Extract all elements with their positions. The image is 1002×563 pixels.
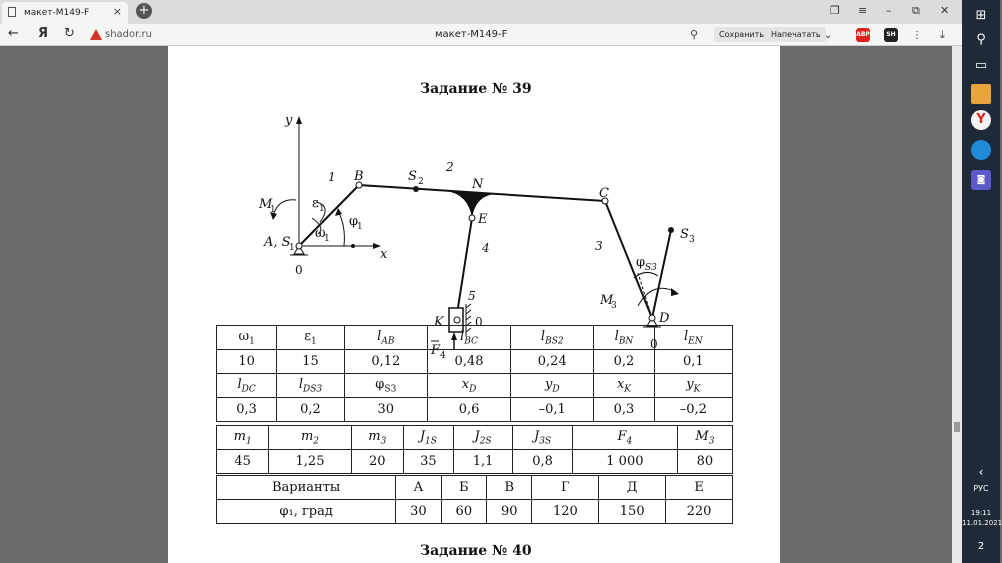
mass-value: 1 000 (572, 450, 677, 474)
variant-phi-value: 220 (666, 500, 733, 524)
browser-tab[interactable] (2, 2, 128, 24)
label-x: x (380, 247, 388, 262)
param-value: 0,24 (511, 350, 594, 374)
more-icon[interactable]: ⋮ (912, 30, 922, 41)
table-row (217, 450, 733, 474)
mass-value: 1,25 (269, 450, 351, 474)
param-header-subscript: BN (618, 336, 634, 347)
label-zero-K: 0 (475, 315, 483, 329)
table-row (217, 374, 733, 398)
param-header (217, 374, 277, 398)
mass-header (677, 426, 732, 450)
notification-icon[interactable] (971, 537, 991, 557)
back-icon[interactable]: ← (8, 26, 19, 41)
mass-value: 80 (677, 450, 732, 474)
param-value: 30 (344, 398, 427, 422)
label-M1: M (259, 197, 273, 212)
mass-header (217, 426, 269, 450)
label-phiS3: φ (636, 255, 646, 270)
menu-icon[interactable]: ≡ (858, 4, 868, 17)
param-header-subscript: 1 (310, 336, 317, 347)
camera-icon[interactable]: ◙ (971, 170, 991, 190)
label-phi1: φ (349, 214, 359, 229)
restore-icon[interactable]: ⧉ (912, 4, 920, 17)
label-link3: 3 (595, 239, 603, 253)
param-header-symbol: l (377, 328, 382, 344)
variants-label: Варианты (217, 476, 396, 500)
label-link1: 1 (328, 170, 336, 184)
mass-header-subscript: 1S (425, 436, 437, 447)
param-header (427, 326, 510, 350)
tab-title: макет-M149-F (24, 8, 90, 18)
label-link5: 5 (468, 289, 476, 303)
phi-label: φ₁, град (217, 500, 396, 524)
param-header (511, 326, 594, 350)
variant-phi-value: 90 (487, 500, 532, 524)
mass-header-subscript: 1 (245, 436, 252, 447)
param-header-subscript: BS2 (545, 336, 564, 347)
param-header-subscript: DC (241, 384, 256, 395)
param-header-subscript: 1 (249, 336, 255, 347)
label-link2: 2 (446, 160, 454, 174)
address-bar (0, 24, 962, 46)
param-header (217, 326, 277, 350)
mass-value: 35 (403, 450, 453, 474)
mass-header-subscript: 2 (313, 436, 320, 447)
viewport (0, 46, 962, 563)
variants-table (216, 475, 733, 524)
label-K: K (434, 315, 444, 330)
mass-header-subscript: 2S (479, 436, 492, 447)
param-header-symbol: l (460, 328, 465, 344)
extension-icon[interactable]: SH (884, 28, 898, 42)
variant-phi-value: 150 (599, 500, 666, 524)
mass-header (453, 426, 513, 450)
next-task-heading: Задание № 40 (420, 543, 532, 559)
param-header-subscript: K (693, 384, 701, 395)
param-header-symbol: l (237, 376, 242, 392)
table-row (217, 500, 733, 524)
param-header (511, 374, 594, 398)
label-omega1-sub: 1 (324, 234, 330, 244)
variant-name: Г (532, 476, 599, 500)
param-header (654, 326, 732, 350)
mass-value: 45 (217, 450, 269, 474)
edge-icon[interactable] (971, 140, 991, 160)
label-phiS3-sub: S3 (645, 263, 657, 273)
label-S3-sub: 3 (689, 235, 695, 245)
param-header-subscript: D (469, 384, 477, 395)
window-close-icon[interactable]: ✕ (940, 4, 950, 17)
label-omega1: ω (315, 226, 326, 241)
label-C: C (599, 186, 609, 201)
param-header-symbol: l (298, 376, 303, 392)
mass-header-symbol: m (300, 428, 314, 444)
mass-header-symbol: J (534, 428, 540, 444)
param-header (344, 374, 427, 398)
chevron-left-icon[interactable]: ‹ (978, 465, 984, 479)
variant-name: Б (441, 476, 486, 500)
parameters-table-top (216, 325, 733, 422)
param-value: 0,1 (654, 350, 732, 374)
language-indicator[interactable]: РУС (973, 484, 989, 493)
table-row (217, 350, 733, 374)
download-icon[interactable]: ⤓ (940, 28, 945, 41)
collections-icon[interactable]: ❐ (830, 4, 840, 17)
url-field[interactable]: shador.ru (105, 29, 152, 40)
windows-taskbar (962, 0, 1000, 563)
param-header (654, 374, 732, 398)
param-header-subscript: S3 (384, 384, 397, 395)
label-N: N (472, 177, 484, 192)
mass-header (513, 426, 573, 450)
label-A: A, S (264, 235, 291, 250)
scrollbar[interactable] (952, 46, 962, 563)
param-header-symbol: x (461, 376, 470, 392)
mass-value: 1,1 (453, 450, 513, 474)
task-view-icon[interactable]: ▭ (974, 58, 988, 73)
param-value: 15 (277, 350, 344, 374)
mass-header-subscript: 3S (539, 436, 552, 447)
param-header (594, 326, 654, 350)
file-explorer-icon[interactable] (971, 84, 991, 104)
variant-name: В (487, 476, 532, 500)
mass-header-symbol: F (617, 428, 627, 444)
mass-value: 0,8 (513, 450, 573, 474)
param-header-subscript: D (552, 384, 560, 395)
param-header-subscript: K (624, 384, 632, 395)
tab-bar (0, 0, 962, 24)
chevron-down-icon[interactable]: ⌄ (824, 30, 833, 41)
label-F4-sub: 4 (440, 351, 446, 361)
table-row (217, 476, 733, 500)
mass-header-subscript: 4 (626, 436, 633, 447)
param-header-subscript: DS3 (303, 384, 323, 395)
reload-icon[interactable]: ↻ (64, 26, 75, 41)
new-tab-button[interactable]: + (136, 3, 152, 19)
param-header-symbol: l (614, 328, 619, 344)
mass-header-symbol: m (368, 428, 381, 444)
document-page (168, 46, 780, 563)
param-header (277, 374, 344, 398)
mass-header (351, 426, 403, 450)
label-zero-A: 0 (295, 263, 303, 277)
close-icon[interactable]: × (112, 5, 122, 18)
mass-header-subscript: 3 (708, 436, 715, 447)
label-B: B (354, 169, 364, 184)
variant-phi-value: 60 (441, 500, 486, 524)
windows-start-icon[interactable]: ⊞ (975, 8, 987, 23)
param-value: 10 (217, 350, 277, 374)
yandex-icon[interactable]: Я (38, 26, 49, 41)
param-header-symbol: l (683, 328, 689, 344)
label-eps1: ε (312, 196, 319, 211)
param-header-subscript: BC (464, 336, 478, 347)
label-A-sub: 1 (289, 243, 295, 253)
param-header (344, 326, 427, 350)
table-row (217, 398, 733, 422)
variant-phi-value: 30 (396, 500, 441, 524)
mass-header (572, 426, 677, 450)
label-S3: S (680, 227, 689, 242)
label-M3-sub: 3 (611, 301, 617, 311)
label-M3: M (600, 293, 614, 308)
document-icon (8, 7, 16, 17)
yandex-browser-icon[interactable]: Y (971, 110, 991, 130)
clock-time[interactable]: 19:11 (970, 509, 992, 517)
label-E: E (478, 212, 488, 227)
param-value: 0,48 (427, 350, 510, 374)
mass-header (403, 426, 453, 450)
mass-header (269, 426, 351, 450)
label-S2-sub: 2 (418, 177, 424, 187)
label-link4: 4 (482, 241, 490, 255)
label-phi1-sub: 1 (357, 222, 363, 232)
table-row (217, 326, 733, 350)
param-value: 0,12 (344, 350, 427, 374)
search-icon[interactable]: ⚲ (976, 32, 986, 47)
page-title: макет-M149-F (435, 29, 508, 40)
task-heading: Задание № 39 (420, 81, 532, 97)
mass-header-symbol: J (474, 428, 480, 444)
variant-name: А (396, 476, 441, 500)
save-button[interactable]: Сохранить (714, 27, 769, 42)
param-value: 0,3 (594, 398, 654, 422)
mass-header-symbol: m (233, 428, 246, 444)
parameters-table-masses (216, 425, 733, 474)
warning-icon[interactable] (90, 29, 102, 40)
param-header-subscript: EN (688, 336, 703, 347)
param-header-symbol: φ (375, 376, 385, 392)
param-value: 0,2 (594, 350, 654, 374)
label-zero-D: 0 (650, 337, 658, 351)
adblock-icon[interactable]: ABP (856, 28, 870, 42)
param-value: –0,2 (654, 398, 732, 422)
table-row (217, 426, 733, 450)
param-value: –0,1 (511, 398, 594, 422)
label-eps1-sub: 1 (319, 204, 325, 214)
param-header (427, 374, 510, 398)
mass-header-subscript: 3 (380, 436, 387, 447)
param-header-symbol: ω (238, 328, 250, 344)
variant-name: Д (599, 476, 666, 500)
param-header-symbol: l (540, 328, 546, 344)
mass-header-symbol: M (695, 428, 709, 444)
param-value: 0,2 (277, 398, 344, 422)
param-header-symbol: ε (304, 328, 311, 344)
minimize-icon[interactable]: – (886, 4, 892, 17)
variant-phi-value: 120 (532, 500, 599, 524)
param-header (277, 326, 344, 350)
label-F4: F (431, 343, 441, 358)
param-value: 0,6 (427, 398, 510, 422)
label-S2: S (408, 169, 417, 184)
search-icon[interactable]: ⚲ (690, 28, 699, 41)
print-button[interactable]: Напечатать (766, 27, 826, 42)
param-header-symbol: y (686, 376, 694, 392)
mass-value: 20 (351, 450, 403, 474)
param-header-symbol: y (544, 376, 553, 392)
variant-name: Е (666, 476, 733, 500)
label-M1-sub: 1 (270, 205, 276, 215)
mass-header-symbol: J (419, 428, 426, 444)
notification-count: 2 (977, 541, 985, 552)
param-header (594, 374, 654, 398)
param-value: 0,3 (217, 398, 277, 422)
clock-date[interactable]: 11.01.2021 (962, 519, 1002, 527)
label-y: y (285, 113, 293, 128)
scrollbar-thumb[interactable] (954, 422, 960, 432)
label-D: D (659, 311, 670, 326)
param-header-symbol: x (616, 376, 625, 392)
param-header-subscript: AB (381, 336, 395, 347)
